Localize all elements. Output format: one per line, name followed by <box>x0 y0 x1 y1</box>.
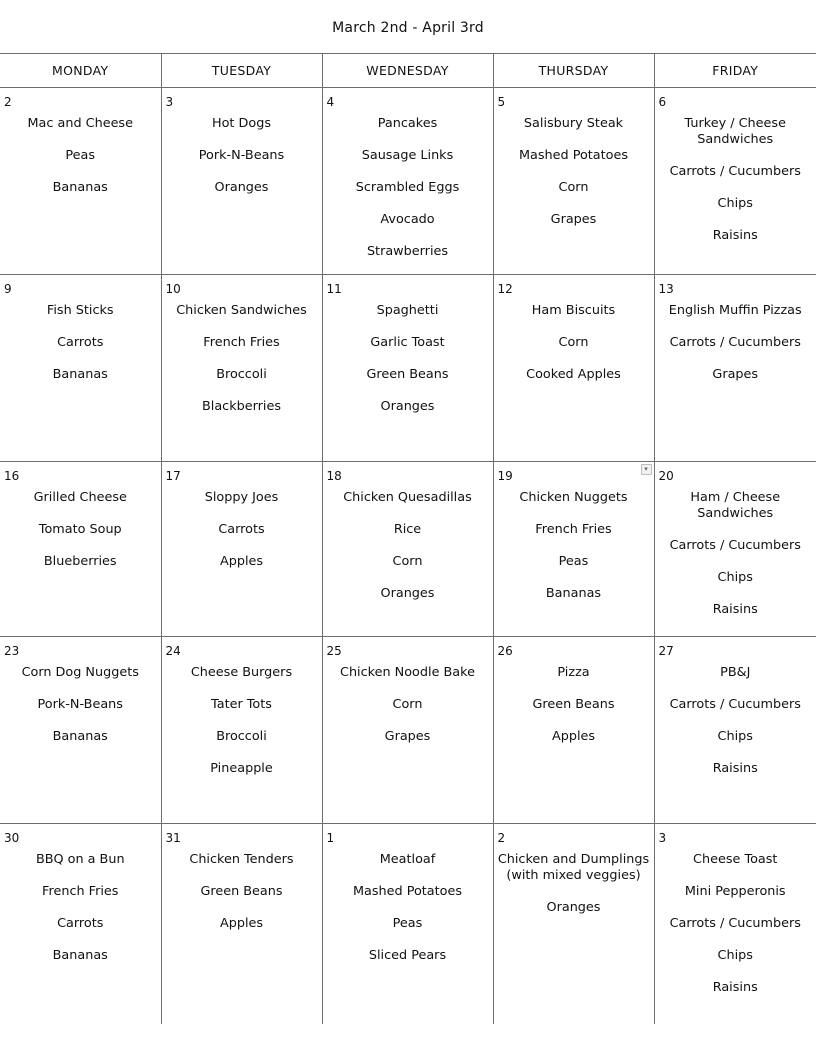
week-row <box>0 275 816 462</box>
menu-item: Strawberries <box>366 244 449 259</box>
day-cell-content <box>655 824 816 996</box>
day-cell-content <box>323 275 493 415</box>
menu-items <box>327 303 489 415</box>
day-number: 16 <box>4 469 20 483</box>
day-number: 23 <box>4 644 20 658</box>
menu-item: Carrots <box>57 335 104 350</box>
menu-item: Pizza <box>557 665 590 680</box>
day-cell[interactable] <box>0 88 161 275</box>
day-number: 27 <box>658 644 674 658</box>
day-cell-content <box>323 88 493 260</box>
menu-item: Chips <box>717 948 753 963</box>
menu-item: Green Beans <box>366 367 449 382</box>
day-cell[interactable] <box>493 824 654 1025</box>
menu-item: Bananas <box>52 948 108 963</box>
menu-item: Oranges <box>214 180 269 195</box>
day-number: 3 <box>165 95 174 109</box>
menu-item: Raisins <box>712 980 758 995</box>
menu-item: Carrots / Cucumbers <box>669 164 801 179</box>
day-number: 20 <box>658 469 674 483</box>
menu-item: Spaghetti <box>376 303 439 318</box>
day-cell-content <box>655 462 816 618</box>
menu-item: Meatloaf <box>379 852 436 867</box>
day-cell[interactable] <box>654 88 816 275</box>
menu-items <box>166 665 318 777</box>
menu-item: Ham Biscuits <box>531 303 616 318</box>
day-cell-content <box>655 275 816 383</box>
day-cell-content <box>494 88 654 228</box>
menu-item: Fish Sticks <box>46 303 114 318</box>
day-cell[interactable] <box>0 637 161 824</box>
day-cell-content <box>162 824 322 932</box>
menu-items <box>166 490 318 570</box>
week-row <box>0 637 816 824</box>
menu-item: French Fries <box>535 522 612 537</box>
day-cell-content <box>323 637 493 745</box>
menu-item: Raisins <box>712 761 758 776</box>
menu-item: Cheese Burgers <box>190 665 293 680</box>
menu-items <box>327 852 489 964</box>
day-number: 10 <box>165 282 181 296</box>
weekday-header-monday[interactable]: MONDAY <box>0 54 161 88</box>
menu-item: French Fries <box>203 335 280 350</box>
day-number: 26 <box>497 644 513 658</box>
day-cell-content <box>0 88 161 196</box>
menu-item: Carrots / Cucumbers <box>669 697 801 712</box>
menu-items <box>498 665 650 745</box>
menu-item: Bananas <box>52 180 108 195</box>
menu-item: Broccoli <box>216 729 267 744</box>
day-cell-content <box>0 462 161 570</box>
menu-item: Ham / Cheese Sandwiches <box>690 490 781 521</box>
day-number: 2 <box>497 831 506 845</box>
menu-item: Carrots / Cucumbers <box>669 335 801 350</box>
menu-item: Grilled Cheese <box>33 490 127 505</box>
menu-item: Sloppy Joes <box>204 490 279 505</box>
menu-item: Chicken Quesadillas <box>343 490 472 505</box>
menu-item: PB&J <box>720 665 751 680</box>
menu-item: Cheese Toast <box>693 852 778 867</box>
day-cell-content <box>0 275 161 383</box>
menu-items <box>498 303 650 383</box>
menu-item: Apples <box>219 554 264 569</box>
menu-item: Bananas <box>52 367 108 382</box>
menu-item: Bananas <box>545 586 602 601</box>
menu-items <box>659 490 813 618</box>
day-number: 17 <box>165 469 181 483</box>
menu-item: Chicken Nuggets <box>519 490 628 505</box>
menu-items <box>166 116 318 196</box>
day-cell-content <box>0 824 161 964</box>
day-cell[interactable] <box>161 275 322 462</box>
menu-item: Oranges <box>546 900 601 915</box>
menu-items <box>659 116 813 244</box>
menu-item: Apples <box>551 729 596 744</box>
day-cell[interactable] <box>322 824 493 1025</box>
menu-items <box>4 852 157 964</box>
menu-item: Green Beans <box>200 884 283 899</box>
menu-item: Garlic Toast <box>370 335 445 350</box>
day-number: 6 <box>658 95 667 109</box>
day-cell-content <box>162 462 322 570</box>
day-number: 25 <box>326 644 342 658</box>
day-cell[interactable] <box>322 88 493 275</box>
day-cell[interactable] <box>0 462 161 637</box>
menu-items <box>498 490 650 602</box>
menu-item: Rice <box>393 522 422 537</box>
menu-item: French Fries <box>42 884 119 899</box>
menu-item: English Muffin Pizzas <box>668 303 802 318</box>
day-cell-content <box>162 637 322 777</box>
menu-item: Corn <box>558 335 589 350</box>
menu-items <box>327 665 489 745</box>
day-cell[interactable] <box>654 275 816 462</box>
menu-item: Chips <box>717 729 753 744</box>
menu-item: Grapes <box>712 367 759 382</box>
menu-item: Chips <box>717 570 753 585</box>
week-row <box>0 824 816 1025</box>
menu-item: Chips <box>717 196 753 211</box>
day-cell-content <box>0 637 161 745</box>
day-cell[interactable] <box>161 88 322 275</box>
day-cell[interactable] <box>493 462 654 637</box>
menu-item: Grapes <box>550 212 597 227</box>
menu-items <box>327 490 489 602</box>
menu-item: Raisins <box>712 602 758 617</box>
menu-item: Pineapple <box>210 761 273 776</box>
menu-item: Avocado <box>380 212 435 227</box>
menu-items <box>327 116 489 260</box>
menu-items <box>659 303 813 383</box>
day-cell[interactable] <box>0 824 161 1025</box>
menu-item: Peas <box>392 916 423 931</box>
menu-items <box>166 852 318 932</box>
menu-item: Oranges <box>380 586 435 601</box>
day-number: 13 <box>658 282 674 296</box>
page-title: March 2nd - April 3rd <box>332 20 484 36</box>
menu-item: Tomato Soup <box>38 522 122 537</box>
menu-item: Broccoli <box>216 367 267 382</box>
menu-item: Raisins <box>712 228 758 243</box>
menu-item: Chicken Noodle Bake <box>340 665 475 680</box>
menu-item: BBQ on a Bun <box>35 852 125 867</box>
menu-items <box>659 665 813 777</box>
day-cell-content <box>162 275 322 415</box>
menu-item: Corn <box>392 697 423 712</box>
day-cell[interactable] <box>322 275 493 462</box>
menu-item: Chicken Sandwiches <box>176 303 307 318</box>
day-cell-content <box>323 824 493 964</box>
menu-items <box>166 303 318 415</box>
weekday-header-thursday[interactable]: THURSDAY <box>493 54 654 88</box>
menu-item: Blueberries <box>43 554 117 569</box>
menu-item: Pancakes <box>377 116 438 131</box>
day-cell-content <box>494 637 654 745</box>
menu-item: Oranges <box>380 399 435 414</box>
weekday-header-row <box>0 54 816 88</box>
menu-items <box>659 852 813 996</box>
menu-item: Salisbury Steak <box>523 116 624 131</box>
menu-items <box>498 116 650 228</box>
day-cell-content <box>655 637 816 777</box>
week-row <box>0 88 816 275</box>
day-cell-content <box>494 824 654 916</box>
menu-item: Pork-N-Beans <box>198 148 285 163</box>
day-cell[interactable] <box>161 462 322 637</box>
day-number: 18 <box>326 469 342 483</box>
menu-items <box>4 303 157 383</box>
menu-item: Peas <box>65 148 96 163</box>
menu-item: Green Beans <box>532 697 615 712</box>
menu-item: Tater Tots <box>211 697 272 712</box>
day-number: 9 <box>4 282 12 296</box>
day-number: 30 <box>4 831 20 845</box>
day-number: 31 <box>165 831 181 845</box>
menu-items <box>4 665 157 745</box>
menu-item: Chicken Tenders <box>189 852 294 867</box>
menu-item: Corn <box>392 554 423 569</box>
day-cell[interactable] <box>654 637 816 824</box>
menu-item: Carrots / Cucumbers <box>669 538 801 553</box>
weekday-header-wednesday[interactable]: WEDNESDAY <box>322 54 493 88</box>
day-number: 2 <box>4 95 12 109</box>
menu-item: Carrots <box>218 522 265 537</box>
day-number: 1 <box>326 831 335 845</box>
weekday-header-friday[interactable]: FRIDAY <box>654 54 816 88</box>
cell-dropdown-icon[interactable]: ▾ <box>641 464 652 475</box>
menu-item: Sausage Links <box>361 148 454 163</box>
menu-item: Scrambled Eggs <box>355 180 460 195</box>
day-cell[interactable] <box>161 824 322 1025</box>
day-cell-content <box>162 88 322 196</box>
week-row <box>0 462 816 637</box>
menu-item: Chicken and Dumplings (with mixed veggies) <box>497 852 650 883</box>
menu-items <box>498 852 650 916</box>
day-cell[interactable] <box>0 275 161 462</box>
menu-item: Blackberries <box>201 399 281 414</box>
day-number: 5 <box>497 95 506 109</box>
menu-item: Pork-N-Beans <box>37 697 123 712</box>
day-cell[interactable] <box>654 824 816 1025</box>
day-cell[interactable] <box>322 462 493 637</box>
menu-items <box>4 490 157 570</box>
day-cell[interactable] <box>654 462 816 637</box>
day-cell[interactable] <box>493 275 654 462</box>
menu-item: Mini Pepperonis <box>684 884 786 899</box>
menu-item: Cooked Apples <box>526 367 621 382</box>
day-number: 24 <box>165 644 181 658</box>
menu-item: Hot Dogs <box>211 116 271 131</box>
lunch-menu-calendar <box>0 53 816 1024</box>
day-cell[interactable] <box>493 637 654 824</box>
day-number: 4 <box>326 95 335 109</box>
day-number: 3 <box>658 831 667 845</box>
menu-item: Corn <box>558 180 589 195</box>
menu-item: Peas <box>558 554 589 569</box>
day-cell-content <box>655 88 816 244</box>
day-number: 11 <box>326 282 342 296</box>
day-cell[interactable] <box>493 88 654 275</box>
day-cell-content <box>494 462 654 602</box>
menu-item: Grapes <box>384 729 431 744</box>
menu-item: Sliced Pears <box>368 948 447 963</box>
weekday-header-tuesday[interactable]: TUESDAY <box>161 54 322 88</box>
menu-items <box>4 116 157 196</box>
menu-item: Corn Dog Nuggets <box>21 665 139 680</box>
menu-item: Apples <box>219 916 264 931</box>
day-number: 19 <box>497 469 513 483</box>
menu-item: Carrots / Cucumbers <box>669 916 801 931</box>
menu-item: Carrots <box>57 916 104 931</box>
menu-item: Bananas <box>52 729 108 744</box>
menu-item: Mashed Potatoes <box>518 148 629 163</box>
menu-item: Mac and Cheese <box>27 116 133 131</box>
menu-item: Turkey / Cheese Sandwiches <box>684 116 786 147</box>
day-cell[interactable] <box>322 637 493 824</box>
day-cell[interactable] <box>161 637 322 824</box>
menu-item: Mashed Potatoes <box>352 884 463 899</box>
day-cell-content <box>494 275 654 383</box>
day-number: 12 <box>497 282 513 296</box>
day-cell-content <box>323 462 493 602</box>
